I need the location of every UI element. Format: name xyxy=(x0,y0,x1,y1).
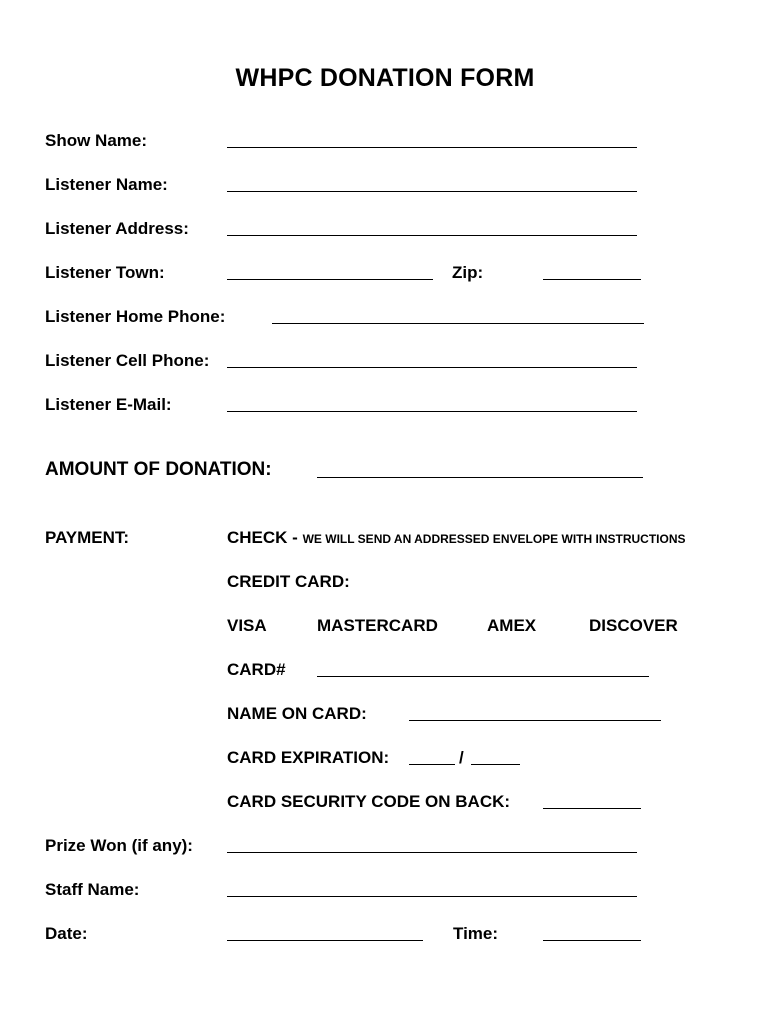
show-name-line xyxy=(227,147,637,148)
listener-email-label: Listener E-Mail: xyxy=(45,395,172,414)
listener-town-label: Listener Town: xyxy=(45,263,165,282)
credit-card-label: CREDIT CARD: xyxy=(227,572,350,591)
card-type-visa: VISA xyxy=(227,616,267,635)
prize-won-label: Prize Won (if any): xyxy=(45,836,193,855)
payment-label: PAYMENT: xyxy=(45,528,130,547)
check-option xyxy=(227,528,685,549)
amount-of-donation-label: AMOUNT OF DONATION: xyxy=(45,459,272,480)
security-code-label: CARD SECURITY CODE ON BACK: xyxy=(227,792,511,811)
staff-name-label: Staff Name: xyxy=(45,880,140,899)
listener-address-line xyxy=(227,235,637,236)
listener-name-line xyxy=(227,191,637,192)
listener-email-line xyxy=(227,411,637,412)
card-expiration-label: CARD EXPIRATION: xyxy=(227,748,390,767)
listener-address-label: Listener Address: xyxy=(45,219,189,238)
date-label: Date: xyxy=(45,924,88,943)
expiration-year-line xyxy=(471,764,520,765)
security-code-line xyxy=(543,808,641,809)
staff-name-line xyxy=(227,896,637,897)
card-type-amex: AMEX xyxy=(487,616,537,635)
form-title: WHPC DONATION FORM xyxy=(235,64,535,92)
date-line xyxy=(227,940,423,941)
card-number-label: CARD# xyxy=(227,660,286,679)
time-line xyxy=(543,940,641,941)
card-type-mastercard: MASTERCARD xyxy=(317,616,438,635)
amount-of-donation-line xyxy=(317,477,643,478)
zip-label: Zip: xyxy=(452,263,484,282)
listener-cell-phone-label: Listener Cell Phone: xyxy=(45,351,210,370)
zip-line xyxy=(543,279,641,280)
time-label: Time: xyxy=(453,924,499,943)
prize-won-line xyxy=(227,852,637,853)
listener-cell-phone-line xyxy=(227,367,637,368)
card-number-line xyxy=(317,676,649,677)
show-name-label: Show Name: xyxy=(45,131,148,150)
card-type-discover: DISCOVER xyxy=(589,616,678,635)
check-note: WE WILL SEND AN ADDRESSED ENVELOPE WITH INSTRUCTIONS xyxy=(302,532,686,546)
check-label: CHECK - xyxy=(227,528,298,547)
listener-home-phone-line xyxy=(272,323,644,324)
name-on-card-label: NAME ON CARD: xyxy=(227,704,367,723)
expiration-separator: / xyxy=(459,748,464,767)
listener-town-line xyxy=(227,279,433,280)
expiration-month-line xyxy=(409,764,455,765)
name-on-card-line xyxy=(409,720,661,721)
listener-name-label: Listener Name: xyxy=(45,175,168,194)
listener-home-phone-label: Listener Home Phone: xyxy=(45,307,226,326)
